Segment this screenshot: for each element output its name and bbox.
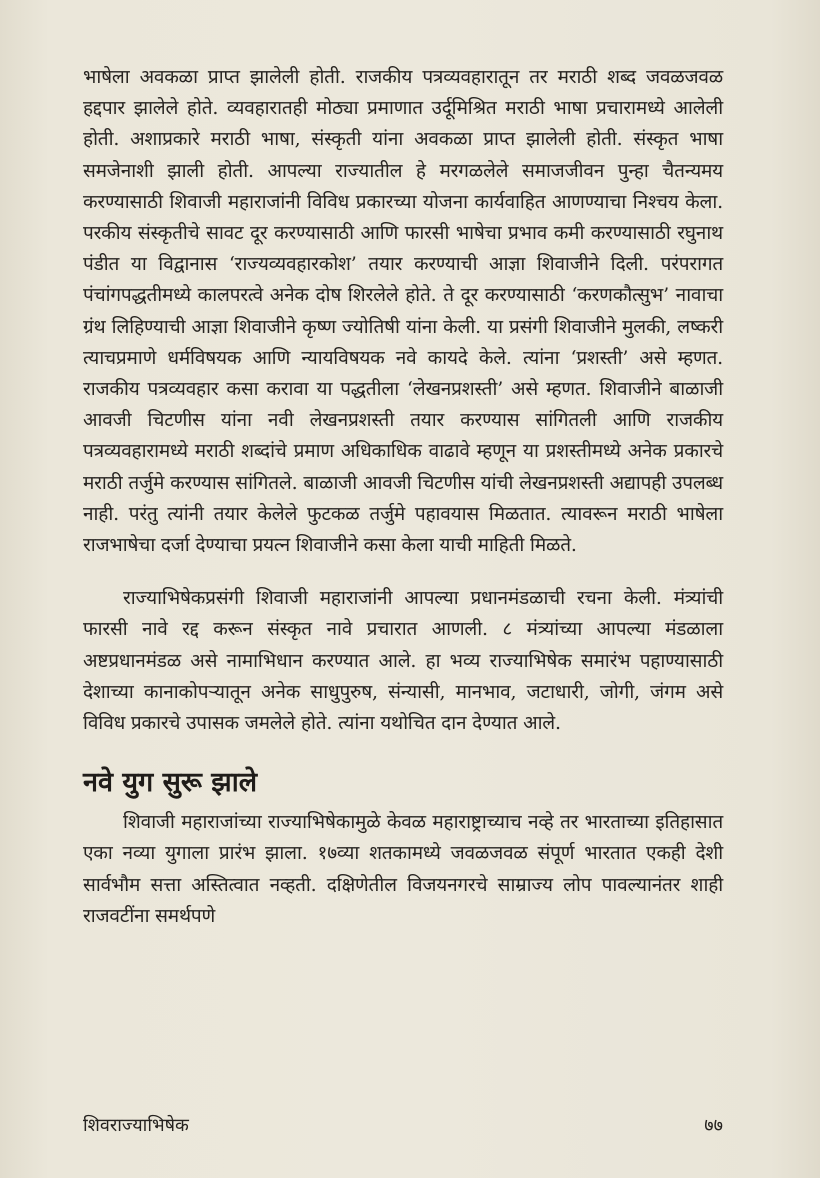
- paragraph-new-era: शिवाजी महाराजांच्या राज्याभिषेकामुळे केवळ महाराष्ट्राच्याच नव्हे तर भारताच्या इतिहासात एका नव्या युगाला प्रारंभ झाला. १७व्या शतकामध्ये जवळजवळ संपूर्ण भारतात एकही देशी सार्वभौम सत्ता अस्तित्वात नव्हती. दक्षिणेतील विजयनगरचे साम्राज्य लोप पावल्यानंतर शाही राजवटींना समर्थपणे: [83, 811, 723, 927]
- page-number: ७७: [704, 1115, 723, 1136]
- paragraph-ashtapradhan: राज्याभिषेकप्रसंगी शिवाजी महाराजांनी आपल्या प्रधानमंडळाची रचना केली. मंत्र्यांची फारसी नावे रद्द करून संस्कृत नावे प्रचारात आणली. ८ मंत्र्यांच्या आपल्या मंडळाला अष्टप्रधानमंडळ असे नामाभिधान करण्यात आले. हा भव्य राज्याभिषेक समारंभ पहाण्यासाठी देशाच्या कानाकोपऱ्यातून अनेक साधुपुरुष, संन्यासी, मानभाव, जटाधारी, जोगी, जंगम असे विविध प्रकारचे उपासक जमलेले होते. त्यांना यथोचित दान देण्यात आले.: [83, 587, 723, 735]
- paragraph-language-reform: भाषेला अवकळा प्राप्त झालेली होती. राजकीय पत्रव्यवहारातून तर मराठी शब्द जवळजवळ हद्दपार झालेले होते. व्यवहारातही मोठ्या प्रमाणात उर्दूमिश्रित मराठी भाषा प्रचारामध्ये आलेली होती. अशाप्रकारे मराठी भाषा, संस्कृती यांना अवकळा प्राप्त झालेली होती. संस्कृत भाषा समजेनाशी झाली होती. आपल्या राज्यातील हे मरगळलेले समाजजीवन पुन्हा चैतन्यमय करण्यासाठी शिवाजी महाराजांनी विविध प्रकारच्या योजना कार्यवाहित आणण्याचा निश्चय केला. परकीय संस्कृतीचे सावट दूर करण्यासाठी आणि फारसी भाषेचा प्रभाव कमी करण्यासाठी रघुनाथ पंडीत या विद्वानास ‘राज्यव्यवहारकोश’ तयार करण्याची आज्ञा शिवाजीने दिली. परंपरागत पंचांगपद्धतीमध्ये कालपरत्वे अनेक दोष शिरलेले होते. ते दूर करण्यासाठी ‘करणकौत्सुभ’ नावाचा ग्रंथ लिहिण्याची आज्ञा शिवाजीने कृष्ण ज्योतिषी यांना केली. या प्रसंगी शिवाजीने मुलकी, लष्करी त्याचप्रमाणे धर्मविषयक आणि न्यायविषयक नवे कायदे केले. त्यांना ‘प्रशस्ती’ असे म्हणत. राजकीय पत्रव्यवहार कसा करावा या पद्धतीला ‘लेखनप्रशस्ती’ असे म्हणत. शिवाजीने बाळाजी आवजी चिटणीस यांना नवी लेखनप्रशस्ती तयार करण्यास सांगितली आणि राजकीय पत्रव्यवहारामध्ये मराठी शब्दांचे प्रमाण अधिकाधिक वाढावे म्हणून या प्रशस्तीमध्ये अनेक प्रकारचे मराठी तर्जुमे करण्यास सांगितले. बाळाजी आवजी चिटणीस यांची लेखनप्रशस्ती अद्यापही उपलब्ध नाही. परंतु त्यांनी तयार केलेले फुटकळ तर्जुमे पहावयास मिळतात. त्यावरून मराठी भाषेला राजभाषेचा दर्जा देण्याचा प्रयत्न शिवाजीने कसा केला याची माहिती मिळते.: [83, 66, 723, 557]
- page-footer: [83, 1112, 723, 1140]
- running-footer-title: शिवराज्याभिषेक: [83, 1115, 189, 1136]
- section-heading: नवे युग सुरू झाले: [83, 767, 257, 799]
- body-text: [83, 62, 723, 932]
